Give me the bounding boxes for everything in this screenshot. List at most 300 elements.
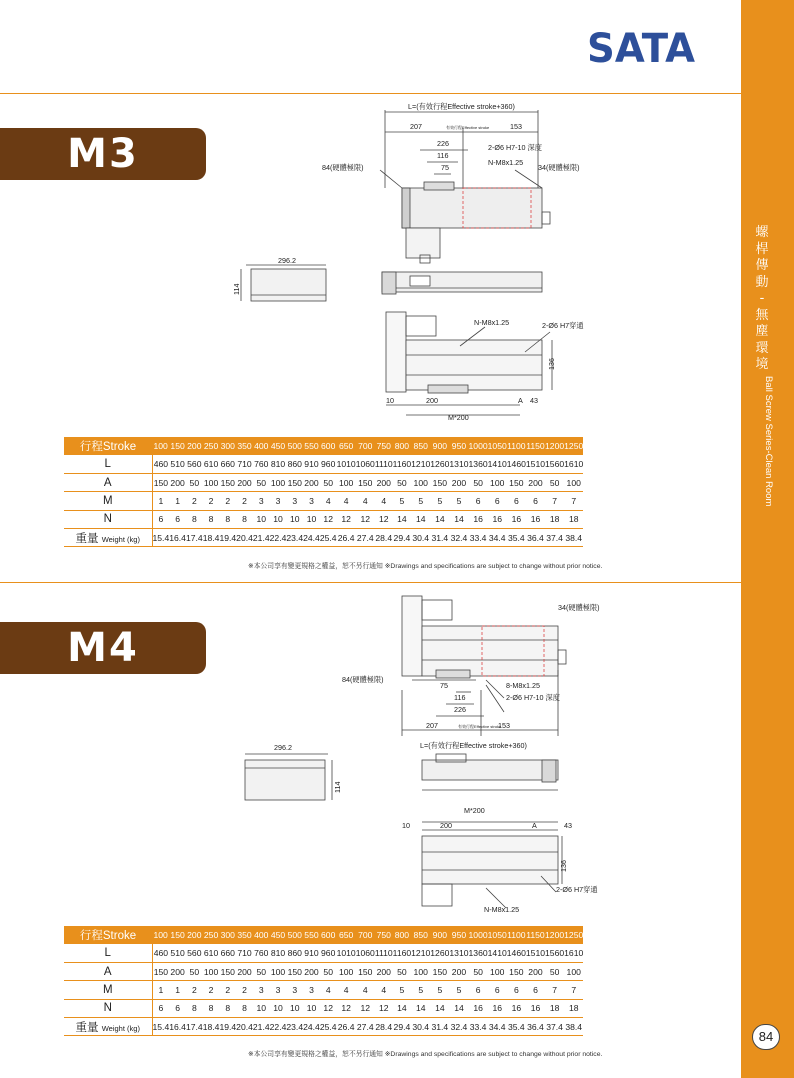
m3-overall-dim: L=(有效行程Effective stroke+360) [408, 102, 515, 111]
table-cell: 200 [170, 966, 185, 977]
table-cell: 10 [256, 514, 267, 525]
row-label: M [64, 492, 152, 510]
table-row [64, 1017, 583, 1035]
m4-dim-43: 43 [564, 821, 572, 830]
table-cell: 1560 [545, 948, 565, 959]
model-tab-m4: M4 [0, 622, 206, 674]
table-cell: 16 [511, 1003, 522, 1014]
table-cell: 2 [191, 496, 197, 507]
m3-pin-holes: 2-Ø6 H7-10 深度 [488, 143, 542, 152]
weight-cell: 16.4 [169, 532, 186, 543]
section-divider [0, 582, 741, 583]
table-cell: 960 [321, 948, 336, 959]
weight-cell: 33.4 [469, 532, 487, 543]
table-cell: 6 [175, 1003, 180, 1014]
table-cell: 1 [158, 496, 164, 507]
m3-dim-200: 200 [426, 396, 438, 405]
table-cell: 5 [456, 496, 462, 507]
stroke-header-cell: 800 [393, 926, 411, 944]
weight-cell: 32.4 [450, 1021, 468, 1032]
stroke-header-cell: 350 [236, 926, 253, 944]
table-cell: 14 [397, 514, 407, 525]
weight-cell: 29.4 [393, 1021, 411, 1032]
stroke-header-cell: 1050 [488, 437, 507, 455]
table-cell: 2 [208, 985, 214, 996]
table-row [64, 474, 583, 492]
table-cell: 1310 [449, 948, 469, 959]
table-row [64, 528, 583, 546]
table-cell: 150 [287, 477, 302, 488]
weight-cell: 35.4 [507, 1021, 525, 1032]
sidebar-title: 螺 桿 傳 動 - 無 塵 環 境 [755, 225, 769, 372]
weight-cell: 18.4 [202, 1021, 220, 1032]
table-cell: 1010 [336, 948, 356, 959]
weight-cell: 34.4 [488, 532, 506, 543]
table-cell: 2 [242, 985, 247, 996]
table-cell: 2 [208, 496, 214, 507]
table-cell: 150 [153, 477, 169, 488]
weight-cell: 33.4 [469, 1021, 487, 1032]
m4-dim-200: 200 [440, 821, 452, 830]
table-cell: 1260 [430, 948, 450, 959]
weight-cell: 30.4 [412, 532, 430, 543]
stroke-header-cell: 450 [270, 437, 287, 455]
table-cell: 8 [242, 1003, 247, 1014]
stroke-header-cell: 950 [449, 926, 468, 944]
stroke-header-cell: 250 [203, 437, 220, 455]
table-cell: 1 [175, 985, 180, 996]
table-cell: 7 [552, 985, 557, 996]
table-cell: 7 [552, 496, 557, 507]
table-cell: 1460 [506, 948, 526, 959]
table-cell: 760 [254, 459, 269, 470]
table-cell: 4 [362, 985, 368, 996]
table-cell: 6 [533, 496, 538, 507]
table-cell: 8 [191, 514, 197, 525]
table-cell: 1410 [487, 948, 507, 959]
sata-logo [586, 28, 696, 68]
weight-cell: 28.4 [375, 1021, 393, 1032]
table-cell: 3 [275, 496, 281, 507]
table-cell: 5 [418, 496, 424, 507]
m3-dim-75: 75 [441, 163, 449, 172]
m4-dim-a: A [532, 821, 537, 830]
table-cell: 16 [530, 1003, 541, 1014]
table-cell: 6 [494, 496, 500, 507]
table-cell: 50 [323, 477, 333, 488]
table-cell: 710 [237, 459, 252, 470]
table-cell: 14 [435, 514, 445, 525]
table-cell: 12 [360, 514, 371, 525]
m4-thread-bottom: N-M8x1.25 [484, 905, 520, 914]
table-row [64, 492, 583, 510]
table-cell: 16 [473, 1003, 483, 1014]
stroke-header-cell: 1000 [469, 437, 488, 455]
m3-dim-116: 116 [437, 151, 449, 160]
weight-unit: Weight (kg) [101, 1023, 140, 1033]
table-cell: 4 [381, 496, 387, 507]
m4-dim-136: 136 [559, 860, 568, 872]
table-cell: 50 [323, 966, 333, 977]
weight-cell: 36.4 [527, 1021, 544, 1032]
table-cell: 710 [237, 948, 252, 959]
table-cell: 860 [287, 459, 302, 470]
m4-side-drawing [336, 590, 626, 915]
stroke-header-cell: 450 [270, 926, 287, 944]
table-cell: 10 [306, 1003, 317, 1014]
weight-cell: 25.4 [319, 532, 337, 543]
weight-cell: 18.4 [202, 532, 220, 543]
m3-dim-10: 10 [386, 396, 394, 405]
table-cell: 1510 [525, 459, 546, 470]
table-cell: 1110 [374, 948, 393, 959]
table-cell: 560 [187, 459, 202, 470]
table-cell: 16 [511, 514, 522, 525]
weight-cell: 38.4 [565, 1021, 583, 1032]
table-cell: 2 [225, 985, 231, 996]
table-cell: 1360 [468, 948, 488, 959]
table-cell: 150 [153, 966, 169, 977]
m4-dim-207: 207 [426, 721, 438, 730]
stroke-header-cell: 1150 [526, 926, 545, 944]
table-cell: 8 [208, 514, 214, 525]
table-cell: 6 [175, 514, 180, 525]
weight-label [64, 1017, 152, 1035]
table-cell: 150 [509, 966, 524, 977]
stroke-header-cell: 950 [449, 437, 468, 455]
table-cell: 6 [158, 1003, 164, 1014]
table-cell: 200 [451, 477, 467, 488]
m3-dim-a: A [518, 396, 523, 405]
weight-cell: 35.4 [507, 532, 525, 543]
table-cell: 200 [304, 477, 319, 488]
table-row [64, 999, 583, 1017]
table-cell: 610 [203, 948, 219, 959]
stroke-header-cell: 300 [219, 926, 236, 944]
row-label: N [64, 510, 152, 528]
table-cell: 150 [358, 966, 373, 977]
weight-cell: 29.4 [393, 532, 411, 543]
table-cell: 100 [338, 477, 354, 488]
table-cell: 10 [289, 1003, 300, 1014]
stroke-header-cell: 500 [286, 926, 303, 944]
table-cell: 7 [571, 985, 577, 996]
weight-cell: 31.4 [431, 532, 449, 543]
weight-cell: 15.4 [152, 1021, 170, 1032]
table-cell: 4 [343, 985, 349, 996]
m4-note: ※本公司享有變更規格之權益，恕不另行通知 ※Drawings and specifications are subject to change without prior notice. [248, 1051, 603, 1058]
table-cell: 16 [492, 514, 502, 525]
table-cell: 14 [415, 1003, 426, 1014]
table-cell: 860 [287, 948, 302, 959]
m3-effective-stroke: 有效行程Effective stroke [446, 125, 490, 130]
m3-note: ※本公司享有變更規格之權益，恕不另行通知 ※Drawings and specifications are subject to change without prior notice. [248, 563, 603, 570]
table-cell: 12 [341, 1003, 351, 1014]
table-cell: 510 [170, 948, 185, 959]
table-cell: 2 [242, 496, 247, 507]
stroke-header-cell: 300 [219, 437, 236, 455]
stroke-header-cell: 900 [430, 926, 449, 944]
table-cell: 18 [549, 514, 560, 525]
stroke-header-cell: 1100 [507, 437, 526, 455]
table-cell: 14 [415, 514, 426, 525]
table-cell: 200 [237, 477, 252, 488]
stroke-header-cell: 900 [430, 437, 449, 455]
stroke-header-cell: 1200 [545, 926, 564, 944]
table-cell: 10 [289, 514, 300, 525]
stroke-label: 行程Stroke [64, 437, 152, 455]
table-cell: 4 [343, 496, 349, 507]
stroke-header-cell: 1050 [488, 926, 507, 944]
table-cell: 1 [175, 496, 180, 507]
weight-cell: 34.4 [488, 1021, 506, 1032]
table-cell: 1410 [487, 459, 507, 470]
stroke-label: 行程Stroke [64, 926, 152, 944]
m4-effective-stroke: 有效行程Effective stroke [458, 724, 502, 729]
table-cell: 6 [494, 985, 500, 996]
m3-thread-top: N-M8x1.25 [474, 318, 510, 327]
stroke-header-cell: 100 [152, 926, 169, 944]
stroke-header-cell: 650 [337, 926, 356, 944]
m3-thread: N-M8x1.25 [488, 158, 524, 167]
m4-dim-153: 153 [498, 721, 510, 730]
logo-text: SATA [587, 28, 696, 68]
table-cell: 560 [187, 948, 202, 959]
table-row [64, 944, 583, 962]
m3-limit-left: 84(硬體極限) [322, 163, 364, 172]
weight-cell: 31.4 [431, 1021, 449, 1032]
weight-cell: 36.4 [527, 532, 544, 543]
table-cell: 12 [341, 514, 351, 525]
stroke-header-cell: 650 [337, 437, 356, 455]
stroke-header-cell: 600 [320, 437, 337, 455]
table-cell: 6 [513, 496, 519, 507]
table-cell: 8 [225, 514, 231, 525]
stroke-header-cell: 400 [253, 926, 270, 944]
stroke-header-cell: 1250 [564, 926, 583, 944]
weight-cell: 32.4 [450, 532, 468, 543]
weight-label [64, 528, 152, 546]
m4-height: 114 [333, 781, 342, 793]
table-cell: 200 [237, 966, 252, 977]
stroke-header-cell: 550 [303, 437, 320, 455]
table-row [64, 963, 583, 981]
m3-width: 296.2 [278, 256, 296, 265]
m4-dim-226: 226 [454, 705, 466, 714]
table-cell: 6 [475, 985, 481, 996]
m3-dim-136: 136 [547, 358, 556, 370]
m3-dim-226: 226 [437, 139, 449, 148]
table-cell: 5 [456, 985, 462, 996]
table-cell: 200 [528, 966, 543, 977]
m4-spec-table [64, 926, 583, 1036]
table-cell: 100 [566, 477, 581, 488]
m4-stroke-header-row [64, 926, 583, 944]
weight-cell: 30.4 [412, 1021, 430, 1032]
row-label: M [64, 981, 152, 999]
table-cell: 660 [220, 948, 235, 959]
table-cell: 16 [530, 514, 541, 525]
table-cell: 1210 [411, 459, 431, 470]
table-cell: 150 [432, 477, 448, 488]
m3-dim-43: 43 [530, 396, 538, 405]
table-cell: 200 [528, 477, 543, 488]
table-cell: 50 [397, 966, 407, 977]
weight-unit: Weight (kg) [101, 534, 140, 544]
table-cell: 2 [225, 496, 231, 507]
stroke-header-cell: 200 [186, 926, 203, 944]
row-label: L [64, 455, 152, 473]
stroke-header-cell: 350 [236, 437, 253, 455]
weight-cell: 25.4 [319, 1021, 337, 1032]
m4-width: 296.2 [274, 743, 292, 752]
table-cell: 10 [306, 514, 317, 525]
weight-cell: 38.4 [565, 532, 583, 543]
table-cell: 18 [549, 1003, 560, 1014]
weight-cell: 19.4 [219, 532, 237, 543]
weight-cell: 37.4 [546, 532, 563, 543]
table-cell: 150 [220, 966, 235, 977]
header-rule [0, 93, 741, 94]
table-cell: 16 [492, 1003, 502, 1014]
table-cell: 50 [256, 966, 267, 977]
table-cell: 3 [275, 985, 281, 996]
table-cell: 150 [509, 477, 524, 488]
stroke-header-cell: 500 [286, 437, 303, 455]
table-cell: 8 [208, 1003, 214, 1014]
m4-dim-10: 10 [402, 821, 410, 830]
table-cell: 6 [513, 985, 519, 996]
weight-cell: 21.4 [252, 532, 270, 543]
table-cell: 14 [397, 1003, 407, 1014]
stroke-header-cell: 750 [375, 926, 393, 944]
weight-cell: 17.4 [185, 1021, 203, 1032]
table-cell: 150 [220, 477, 235, 488]
weight-label-zh: 重量 [75, 532, 99, 545]
table-cell: 14 [454, 1003, 464, 1014]
table-cell: 50 [189, 966, 200, 977]
m4-pin-thru: 2-Ø6 H7穿通 [556, 885, 598, 894]
row-label: L [64, 944, 152, 962]
sidebar-subtitle: Ball Screw Series-Clean Room [763, 376, 774, 507]
table-row [64, 455, 583, 473]
table-cell: 660 [220, 459, 235, 470]
table-cell: 960 [321, 459, 336, 470]
weight-cell: 26.4 [337, 532, 355, 543]
table-cell: 50 [189, 477, 200, 488]
table-cell: 12 [323, 1003, 333, 1014]
m3-dim-m200: M*200 [448, 413, 469, 422]
page-number: 84 [752, 1024, 780, 1050]
weight-cell: 17.4 [185, 532, 203, 543]
table-cell: 910 [304, 459, 319, 470]
table-cell: 4 [325, 985, 331, 996]
stroke-header-cell: 150 [169, 926, 186, 944]
table-cell: 10 [273, 1003, 283, 1014]
table-cell: 460 [153, 948, 169, 959]
row-label: A [64, 474, 152, 492]
table-cell: 12 [378, 514, 389, 525]
table-cell: 3 [292, 496, 298, 507]
row-label: N [64, 999, 152, 1017]
weight-cell: 19.4 [219, 1021, 237, 1032]
table-cell: 910 [304, 948, 319, 959]
weight-cell: 20.4 [236, 532, 253, 543]
table-cell: 6 [475, 496, 481, 507]
table-cell: 3 [309, 985, 314, 996]
table-cell: 1160 [392, 948, 412, 959]
table-cell: 1560 [545, 459, 565, 470]
table-cell: 4 [362, 496, 368, 507]
table-cell: 100 [566, 966, 581, 977]
table-cell: 510 [170, 459, 185, 470]
table-cell: 5 [418, 985, 424, 996]
table-cell: 1210 [411, 948, 431, 959]
table-cell: 5 [399, 985, 405, 996]
m4-thread: 8-M8x1.25 [506, 681, 540, 690]
table-cell: 810 [270, 459, 286, 470]
table-cell: 5 [437, 496, 443, 507]
table-cell: 200 [376, 477, 391, 488]
table-cell: 50 [473, 477, 483, 488]
table-cell: 1 [158, 985, 164, 996]
table-cell: 1260 [430, 459, 450, 470]
m3-dim-153: 153 [510, 122, 522, 131]
table-cell: 1060 [355, 459, 375, 470]
table-cell: 100 [203, 477, 219, 488]
stroke-header-cell: 250 [203, 926, 220, 944]
table-cell: 100 [490, 966, 505, 977]
table-cell: 1160 [392, 459, 412, 470]
m4-dim-116: 116 [454, 693, 466, 702]
table-cell: 150 [432, 966, 448, 977]
table-cell: 8 [225, 1003, 231, 1014]
table-cell: 610 [203, 459, 219, 470]
table-cell: 10 [256, 1003, 267, 1014]
table-row [64, 510, 583, 528]
stroke-header-cell: 600 [320, 926, 337, 944]
table-cell: 1610 [564, 948, 584, 959]
stroke-header-cell: 700 [356, 437, 375, 455]
table-cell: 1060 [355, 948, 375, 959]
stroke-header-cell: 100 [152, 437, 169, 455]
m3-dim-207: 207 [410, 122, 422, 131]
stroke-header-cell: 750 [375, 437, 393, 455]
m4-dim-75: 75 [440, 681, 448, 690]
table-cell: 460 [153, 459, 169, 470]
sidebar-band [741, 0, 794, 1078]
weight-cell: 22.4 [269, 1021, 287, 1032]
row-label: A [64, 963, 152, 981]
table-cell: 3 [309, 496, 314, 507]
stroke-header-cell: 1200 [545, 437, 564, 455]
weight-cell: 24.4 [303, 532, 320, 543]
m3-limit-right: 34(硬體極限) [538, 163, 580, 172]
table-cell: 6 [533, 985, 538, 996]
table-cell: 5 [437, 985, 443, 996]
weight-cell: 24.4 [303, 1021, 320, 1032]
table-cell: 10 [273, 514, 283, 525]
table-cell: 8 [191, 1003, 197, 1014]
m3-end-drawing [226, 255, 336, 305]
table-cell: 100 [270, 966, 286, 977]
table-cell: 12 [378, 1003, 389, 1014]
weight-cell: 37.4 [546, 1021, 563, 1032]
m3-table-body [64, 455, 583, 546]
weight-label-zh: 重量 [75, 1021, 99, 1034]
table-cell: 8 [242, 514, 247, 525]
weight-cell: 16.4 [169, 1021, 186, 1032]
